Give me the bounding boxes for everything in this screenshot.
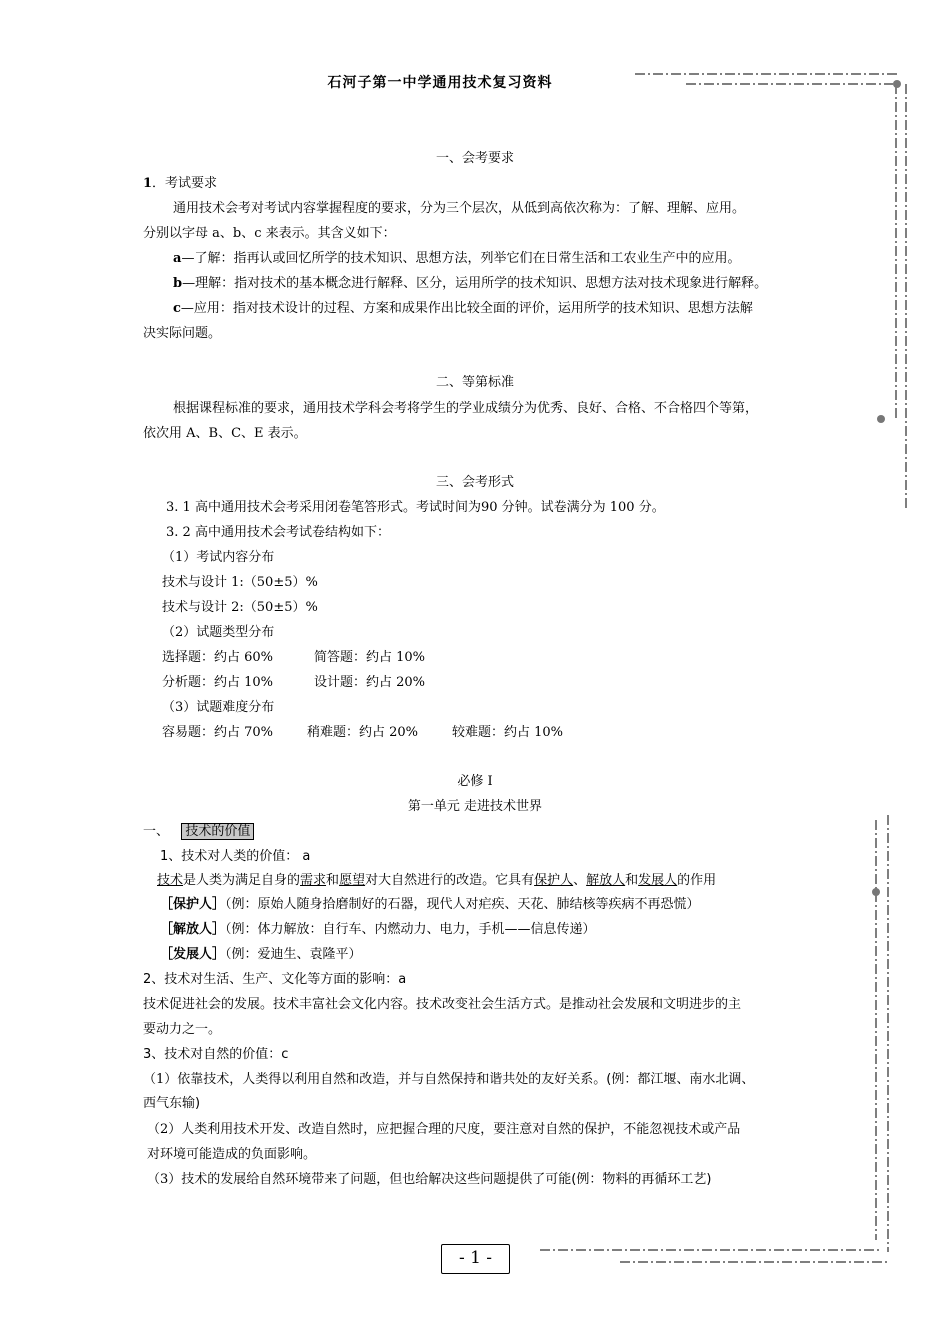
unit-title: 第一单元 走进技术世界 [407, 799, 543, 814]
value-1-paragraph: 技术是人类为满足自身的需求和愿望对大自然进行的改造。它具有保护人、解放人和发展人的作用 [157, 873, 717, 888]
list-item: 容易题：约占 70% [162, 725, 274, 740]
level-c-line: c—应用：指对技术设计的过程、方案和成果作出比较全面的评价，运用所学的技术知识、思想方法解 [173, 301, 753, 316]
list-item: 3. 1 高中通用技术会考采用闭卷笔答形式。考试时间为90 分钟。试卷满分为 100 分。 [166, 500, 665, 515]
level-b-line: b—理解：指对技术的基本概念进行解释、区分，运用所学的技术知识、思想方法对技术现象进行解释。 [173, 276, 768, 291]
list-item: 较难题：约占 10% [452, 725, 564, 740]
list-item: 稍难题：约占 20% [307, 725, 419, 740]
border-dot [893, 80, 901, 88]
sub-heading: （2）试题类型分布 [162, 625, 275, 640]
paragraph: 对环境可能造成的负面影响。 [147, 1147, 317, 1162]
nature-item-1-cont: 西气东输) [143, 1096, 201, 1111]
nature-item-2: （2）人类利用技术开发、改造自然时，应把握合理的尺度，要注意对自然的保护，不能忽视技术或产品 [147, 1122, 741, 1137]
list-item: 简答题：约占 10% [314, 650, 426, 665]
paragraph: 技术促进社会的发展。技术丰富社会文化内容。技术改变社会生活方式。是推动社会发展和文明进步的主 [143, 997, 742, 1012]
list-item: 技术与设计 1:（50±5）% [162, 575, 318, 590]
item-1-title: 1．考试要求 [143, 176, 218, 191]
paragraph: 通用技术会考对考试内容掌握程度的要求，分为三个层次，从低到高依次称为：了解、理解、应用。 [173, 201, 746, 216]
paragraph: 分别以字母 a、b、c 来表示。其含义如下： [143, 226, 396, 241]
paragraph: 要动力之一。 [143, 1022, 222, 1037]
list-item: 设计题：约占 20% [314, 675, 426, 690]
value-2-title: 2、技术对生活、生产、文化等方面的影响：a [143, 972, 407, 987]
protect-example: ［保护人］（例：原始人随身拾磨制好的石器，现代人对疟疾、天花、肺结核等疾病不再恐慌） [160, 897, 700, 912]
sub-heading: （3）试题难度分布 [162, 700, 275, 715]
list-item: 技术与设计 2:（50±5）% [162, 600, 318, 615]
nature-item-3: （3）技术的发展给自然环境带来了问题，但也给解决这些问题提供了可能(例：物料的再循环工艺) [147, 1172, 712, 1187]
sub-heading: （1）考试内容分布 [162, 550, 275, 565]
border-dot [872, 888, 880, 896]
paragraph: 依次用 A、B、C、E 表示。 [143, 426, 307, 441]
section-2-heading: 二、等第标准 [435, 375, 514, 390]
page-number: - 1 - [441, 1244, 510, 1274]
section-3-heading: 三、会考形式 [435, 475, 514, 490]
value-1-title: 1、技术对人类的价值： a [160, 849, 311, 864]
list-item: 分析题：约占 10% [162, 675, 274, 690]
liberate-example: ［解放人］（例：体力解放：自行车、内燃动力、电力，手机——信息传递） [160, 922, 596, 937]
document-title: 石河子第一中学通用技术复习资料 [327, 75, 553, 91]
list-item: 3. 2 高中通用技术会考试卷结构如下： [166, 525, 390, 540]
highlighted-topic: 技术的价值 [181, 823, 254, 840]
paragraph: 决实际问题。 [143, 326, 222, 341]
module-title: 必修 I [457, 774, 493, 789]
section-heading: 一、 技术的价值 [143, 820, 254, 839]
paragraph: 根据课程标准的要求，通用技术学科会考将学生的学业成绩分为优秀、良好、合格、不合格四个等第， [173, 401, 759, 416]
nature-item-1: （1）依靠技术，人类得以利用自然和改造，并与自然保持和谐共处的友好关系。(例：都江堰、南水北调、 [143, 1072, 755, 1087]
section-1-heading: 一、会考要求 [435, 151, 514, 166]
level-a-line: a—了解：指再认或回忆所学的技术知识、思想方法，列举它们在日常生活和工农业生产中的应用。 [173, 251, 741, 266]
develop-example: ［发展人］（例：爱迪生、袁隆平） [160, 947, 362, 962]
list-item: 选择题：约占 60% [162, 650, 274, 665]
value-3-title: 3、技术对自然的价值：c [143, 1047, 289, 1062]
border-dot [877, 415, 885, 423]
